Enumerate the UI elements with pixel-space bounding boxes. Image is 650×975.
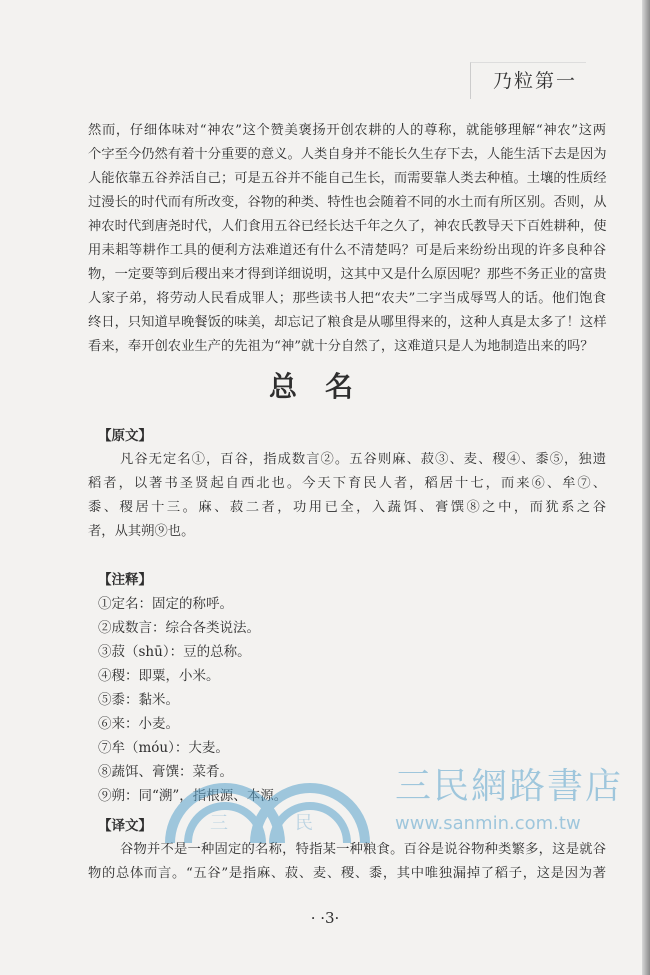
original-line: 凡谷无定名①，百谷，指成数言②。五谷则麻、菽③、麦、稷④、黍⑤，独遗 xyxy=(120,452,606,467)
original-heading: 【原文】 xyxy=(98,428,152,444)
text-line: 用耒耜等耕作工具的便利方法难道还有什么不清楚吗？可是后来纷纷出现的许多良种谷 xyxy=(88,243,606,258)
translation-line: 物的总体而言。“五谷”是指麻、菽、麦、稷、黍，其中唯独漏掉了稻子，这是因为著 xyxy=(88,866,606,881)
note-item: ③菽（shū）：豆的总称。 xyxy=(98,644,251,660)
text-line: 人能依靠五谷养活自己；可是五谷并不能自己生长，而需要靠人类去种植。土壤的性质经 xyxy=(88,171,607,186)
original-line: 者，从其朔⑨也。 xyxy=(88,524,195,539)
note-item: ④稷：即粟，小米。 xyxy=(98,668,220,684)
text-line: 个字至今仍然有着十分重要的意义。人类自身并不能长久生存下去，人能生活下去是因为 xyxy=(88,147,607,162)
watermark-url: www.sanmin.com.tw xyxy=(395,813,581,834)
watermark-char: 三 xyxy=(210,813,228,834)
text-line: 神农时代到唐尧时代，人们食用五谷已经长达千年之久了，神农氏教导天下百姓耕种，使 xyxy=(88,219,607,234)
notes-heading: 【注释】 xyxy=(98,572,152,588)
original-line: 黍、稷居十三。麻、菽二者，功用已全，入蔬饵、膏馔⑧之中，而犹系之谷 xyxy=(88,500,606,515)
text-line: 物，一定要等到后稷出来才得到详细说明，这其中又是什么原因呢？那些不务正业的富贵 xyxy=(88,267,607,282)
original-line: 稻者，以著书圣贤起自西北也。今天下育民人者，稻居十七，而来⑥、牟⑦、 xyxy=(88,476,606,491)
watermark-arcs-icon xyxy=(150,775,390,845)
note-item: ⑦牟（móu）：大麦。 xyxy=(98,740,229,756)
section-title: 总名 xyxy=(268,370,381,403)
watermark-char: 民 xyxy=(295,813,313,834)
note-item: ⑥来：小麦。 xyxy=(98,716,179,732)
note-item: ⑧蔬饵、膏馔：菜肴。 xyxy=(98,764,233,780)
translation-line: 谷物并不是一种固定的名称，特指某一种粮食。百谷是说谷物种类繁多，这是就谷 xyxy=(120,842,606,857)
chapter-title: 乃粒第一 xyxy=(493,70,578,92)
watermark-name: 三民網路書店 xyxy=(395,766,624,807)
text-line: 人家子弟，将劳动人民看成罪人；那些读书人把“农夫”二字当成辱骂人的话。他们饱食 xyxy=(88,291,606,306)
page-edge-shadow xyxy=(642,0,650,975)
chapter-header xyxy=(470,62,586,99)
note-item: ①定名：固定的称呼。 xyxy=(98,596,233,612)
text-line: 终日，只知道早晚餐饭的味美，却忘记了粮食是从哪里得来的，这种人真是太多了！这样 xyxy=(88,315,607,330)
text-line: 过漫长的时代而有所改变，谷物的种类、特性也会随着不同的水土而有所区别。否则，从 xyxy=(88,195,607,210)
note-item: ⑤黍：黏米。 xyxy=(98,692,179,708)
text-line: 然而，仔细体味对“神农”这个赞美褒扬开创农耕的人的尊称，就能够理解“神农”这两 xyxy=(88,123,606,138)
page-number: · ·3· xyxy=(310,909,340,927)
note-item: ⑨朔：同“溯”，指根源、本源。 xyxy=(98,788,288,804)
note-item: ②成数言：综合各类说法。 xyxy=(98,620,260,636)
text-line: 看来，奉开创农业生产的先祖为“神”就十分自然了，这难道只是人为地制造出来的吗？ xyxy=(88,339,594,354)
translation-heading: 【译文】 xyxy=(98,818,152,834)
